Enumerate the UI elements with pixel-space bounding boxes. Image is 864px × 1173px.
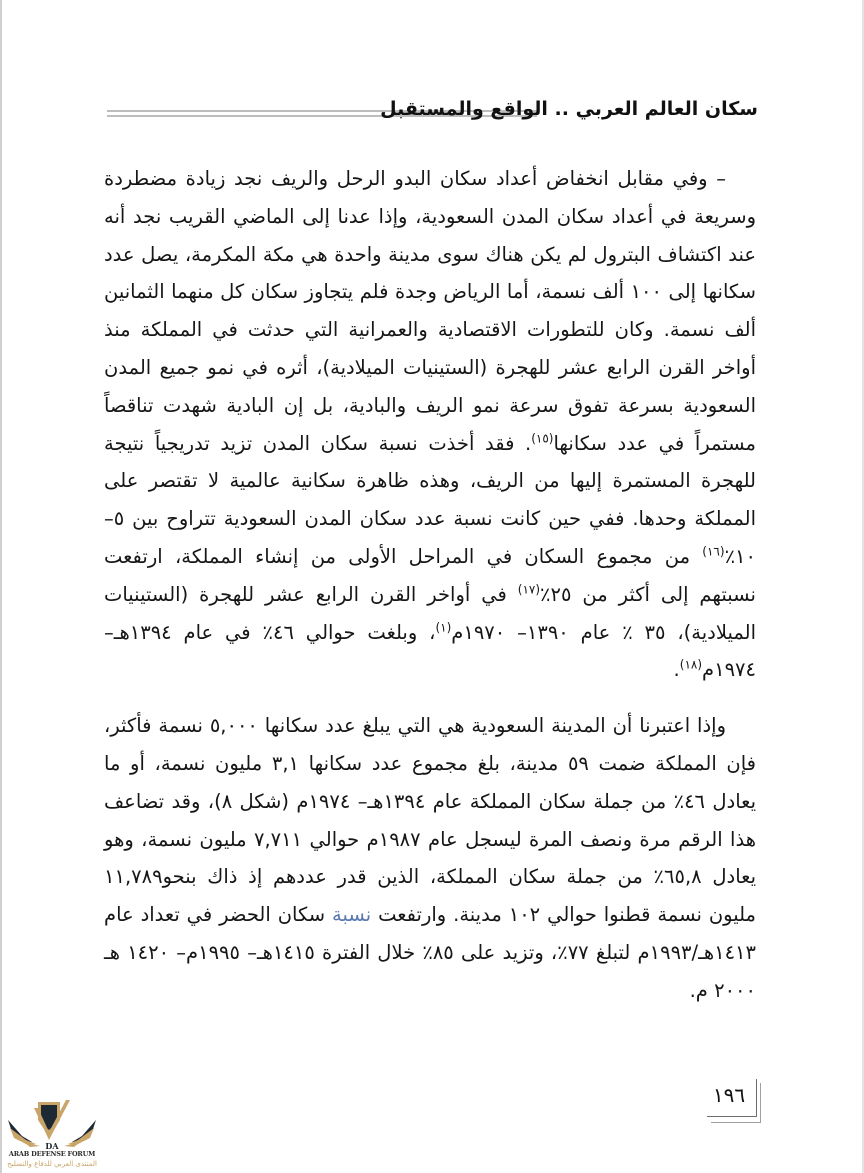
paragraph-2-text: وإذا اعتبرنا أن المدينة السعودية هي التي يبلغ عدد سكانها ٥,٠٠٠ نسمة فأكثر، فإن المملكة ضمت ٥٩ مدينة، بلغ مجموع عدد سكانها ٣,١ مليون نسمة، أو ما يعادل ٤٦٪ من جملة سكان المملكة عام ١٣٩٤هـ– ١٩٧٤م (شكل ٨)، وقد تضاعف هذا الرقم مرة ونصف المرة ليسجل عام ١٩٨٧م حوالي ٧,٧١١ مليون نسمة، وهو يعادل ٦٥,٨٪ من جملة سكان المملكة، الذين قدر عددهم إذ ذاك بنحو١١,٧٨٩ مليون نسمة قطنوا حوالي ١٠٢ مدينة. وارتفعت [104,714,757,927]
watermark-logo [2,1098,102,1173]
footnote-ref: (١) [435,620,452,635]
body-text [104,160,756,1010]
running-header [107,98,758,128]
highlighted-word: نسبة [332,903,372,927]
paragraph-1-text: في أواخر القرن الرابع عشر للهجرة (الستينيات الميلادية)، ٣٥ ٪ عام ١٣٩٠– ١٩٧٠م [104,582,756,644]
paragraph-1-text: – وفي مقابل انخفاض أعداد سكان البدو الرحل والريف نجد زيادة مضطردة وسريعة في أعداد سكان المدن السعودية، وإذا عدنا إلى الماضي القريب نجد أنه عند اكتشاف البترول لم يكن هناك سوى مدينة واحدة هي مكة المكرمة، يصل عدد سكانها إلى ١٠٠ ألف نسمة، أما الرياض وجدة فلم يتجاوز سكان كل منهما الثمانين ألف نسمة. وكان للتطورات الاقتصادية والعمرانية التي حدثت في المملكة منذ أواخر القرن الرابع عشر للهجرة (الستينيات الميلادية)، أثره في نمو جميع المدن السعودية بسرعة تفوق سرعة نمو الريف والبادية، بل إن البادية شهدت تناقصاً مستمراً في عدد سكانها [104,167,756,455]
running-title: سكان العالم العربي .. الواقع والمستقبل [380,98,758,120]
footnote-ref: (١٥) [531,431,554,446]
watermark-monogram: DA [45,1141,59,1150]
watermark-name-ar: المنتدى العربي للدفاع والتسليح [7,1160,97,1168]
paragraph-2 [104,707,756,1009]
shield-wings-icon [2,1098,102,1150]
paragraph-1-text: . [673,658,680,682]
paragraph-1-text: ، وبلغت حوالي ٤٦٪ في عام ١٣٩٤هـ– ١٩٧٤م [104,620,756,682]
paragraph-1 [104,160,756,689]
footnote-ref: (١٦) [702,544,725,559]
paragraph-1-text: . فقد أخذت نسبة سكان المدن تزيد تدريجياً نتيجة للهجرة المستمرة إليها من الريف، وهذه ظاهرة سكانية عالمية لا تقتصر على المملكة وحدها. ففي حين كانت نسبة عدد سكان المدن السعودية تتراوح بين ٥– ١٠٪ [104,431,756,568]
paragraph-2-text: سكان الحضر في تعداد عام ١٤١٣هـ/١٩٩٣م لتبلغ ٧٧٪، وتزيد على ٨٥٪ خلال الفترة ١٤١٥هـ– ١٩٩٥م– ١٤٢٠ هـ ٢٠٠٠ م. [104,903,757,1002]
page-number: ١٩٦ [712,1083,746,1107]
page-left-edge [0,0,2,1173]
footnote-ref: (١٧) [517,582,541,597]
paragraph-1-text: من مجموع السكان في المراحل الأولى من إنشاء المملكة، ارتفعت نسبتهم إلى أكثر من ٢٥٪ [104,544,756,606]
page-number-box [707,1079,759,1119]
footnote-ref: (١٨) [679,657,703,672]
watermark-name-en: ARAB DEFENSE FORUM [8,1150,96,1158]
